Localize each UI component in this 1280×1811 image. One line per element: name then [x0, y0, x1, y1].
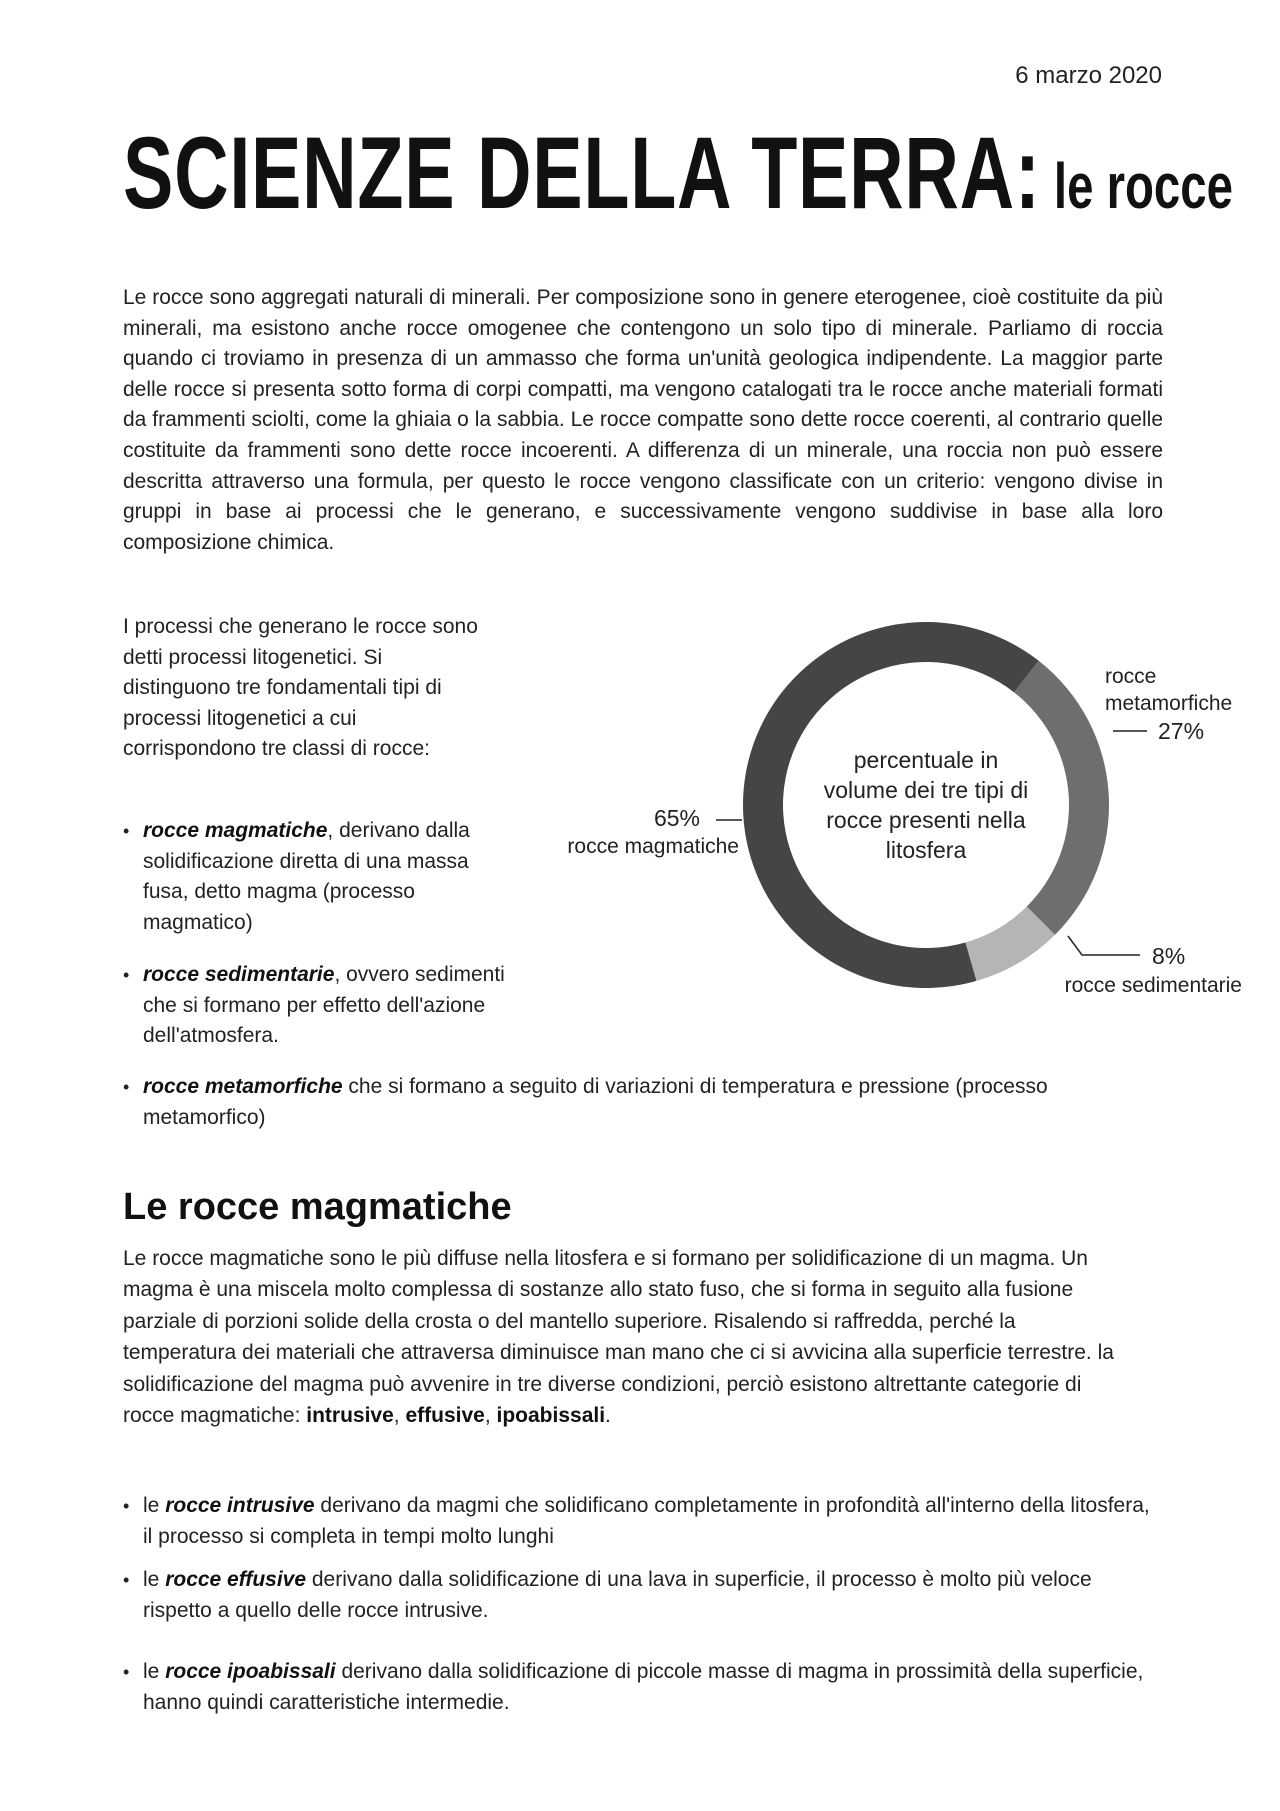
donut-center-text: [824, 747, 1029, 863]
list-item-term: rocce effusive: [165, 1568, 307, 1591]
separator: ,: [484, 1404, 497, 1428]
list-item-prefix: le: [143, 1660, 166, 1683]
list-item-text: , ovvero sedimenti che si formano per effetto dell'azione dell'atmosfera.: [143, 963, 505, 1048]
list-item-term: rocce metamorfiche: [143, 1075, 343, 1098]
list-item: [123, 960, 513, 1052]
list-item-text: derivano da magmi che solidificano completamente in profondità all'interno della litosfera, il processo si completa in tempi molto lunghi: [143, 1494, 1150, 1548]
magmatic-list-item-intrusive: [123, 1491, 1163, 1552]
list-item: [123, 1657, 1163, 1718]
paragraph-end: .: [605, 1404, 611, 1428]
value-label-metamorphic: 27%: [1158, 718, 1205, 744]
list-item-text: , derivano dalla solidificazione diretta di una massa fusa, detto magma (processo magmatico): [143, 819, 470, 934]
title-sub: le rocce: [1040, 150, 1233, 222]
list-item-term: rocce ipoabissali: [165, 1660, 336, 1683]
intro-paragraph: Le rocce sono aggregati naturali di minerali. Per composizione sono in genere eterogenee, cioè costituite da più minerali, ma esistono anche rocce omogenee che contengono un solo tipo di minerale. Parliamo di roccia quando ci troviamo in presenza di un ammasso che forma un'unità geologica indipendente. La maggior parte delle rocce si presenta sotto forma di corpi compatti, ma vengono catalogati tra le rocce anche materiali formati da frammenti sciolti, come la ghiaia o la sabbia. Le rocce compatte sono dette rocce coerenti, al contrario quelle costituite da frammenti sono dette rocce incoerenti. A differenza di un minerale, una roccia non può essere descritta attraverso una formula, per questo le rocce vengono classificate con un criterio: vengono divise in gruppi in base ai processi che le generano, e successivamente vengono suddivise in base alla loro composizione chimica.: [123, 286, 1163, 554]
value-label-magmatic: 65%: [653, 805, 700, 831]
rock-volume-donut-chart: [520, 615, 1280, 1020]
list-item: [123, 1072, 1133, 1133]
process-list-item-magmatic: [123, 816, 513, 938]
magmatic-paragraph-text: Le rocce magmatiche sono le più diffuse nella litosfera e si formano per solidificazione di un magma. Un magma è una miscela molto complessa di sostanze allo stato fuso, che si forma in seguito alla fusione parziale di porzioni solide della crosta o del mantello superiore. Risalendo si raffredda, perché la temperatura dei materiali che attraversa diminuisce man mano che ci si avvicina alla superficie terrestre. la solidificazione del magma può avvenire in tre diverse condizioni, perciò esistono altrettante categorie di rocce magmatiche:: [123, 1247, 1114, 1428]
category-effusive: effusive: [405, 1404, 485, 1428]
list-item: [123, 1565, 1163, 1626]
label-sedimentary: rocce sedimentarie: [1064, 974, 1242, 997]
magmatic-list-item-effusive: [123, 1565, 1163, 1626]
leader-line-sedimentary: [1068, 936, 1140, 955]
list-item: [123, 816, 513, 938]
label-metamorphic-line1: rocce: [1105, 665, 1157, 688]
magmatic-paragraph: [123, 1243, 1123, 1431]
donut-slices: [743, 622, 1109, 988]
title-main: SCIENZE DELLA TERRA:: [123, 116, 1041, 230]
process-list-item-metamorphic: [123, 1072, 1133, 1133]
section-heading-magmatic: Le rocce magmatiche: [123, 1186, 512, 1228]
page-title: [123, 116, 1233, 230]
document-date: 6 marzo 2020: [1015, 62, 1162, 89]
magmatic-list-item-ipoabissali: [123, 1657, 1163, 1718]
list-item: [123, 1491, 1163, 1552]
list-item-term: rocce intrusive: [165, 1494, 315, 1517]
list-item-term: rocce magmatiche: [143, 819, 328, 842]
list-item-term: rocce sedimentarie: [143, 963, 335, 986]
separator: ,: [393, 1404, 406, 1428]
category-intrusive: intrusive: [306, 1404, 394, 1428]
list-item-prefix: le: [143, 1494, 166, 1517]
process-list-item-sedimentary: [123, 960, 513, 1052]
list-item-prefix: le: [143, 1568, 166, 1591]
category-ipoabissali: ipoabissali: [496, 1404, 606, 1428]
center-text-line: litosfera: [885, 837, 967, 863]
label-metamorphic-line2: metamorfiche: [1105, 692, 1233, 715]
value-label-sedimentary: 8%: [1152, 943, 1186, 969]
list-item-text: che si formano a seguito di variazioni di temperatura e pressione (processo metamorfico): [143, 1075, 1048, 1129]
center-text-line: percentuale in: [853, 747, 999, 773]
list-item-text: derivano dalla solidificazione di piccole masse di magma in prossimità della superficie, hanno quindi caratteristiche intermedie.: [143, 1660, 1144, 1714]
label-magmatic: rocce magmatiche: [567, 835, 739, 858]
center-text-line: rocce presenti nella: [826, 807, 1026, 833]
processes-paragraph: I processi che generano le rocce sono detti processi litogenetici. Si distinguono tre fondamentali tipi di processi litogenetici a cui corrispondono tre classi di rocce:: [123, 615, 478, 761]
list-item-text: derivano dalla solidificazione di una lava in superficie, il processo è molto più veloce rispetto a quello delle rocce intrusive.: [143, 1568, 1092, 1622]
slice-rocce-metamorfiche: [1014, 661, 1109, 935]
center-text-line: volume dei tre tipi di: [823, 777, 1029, 803]
